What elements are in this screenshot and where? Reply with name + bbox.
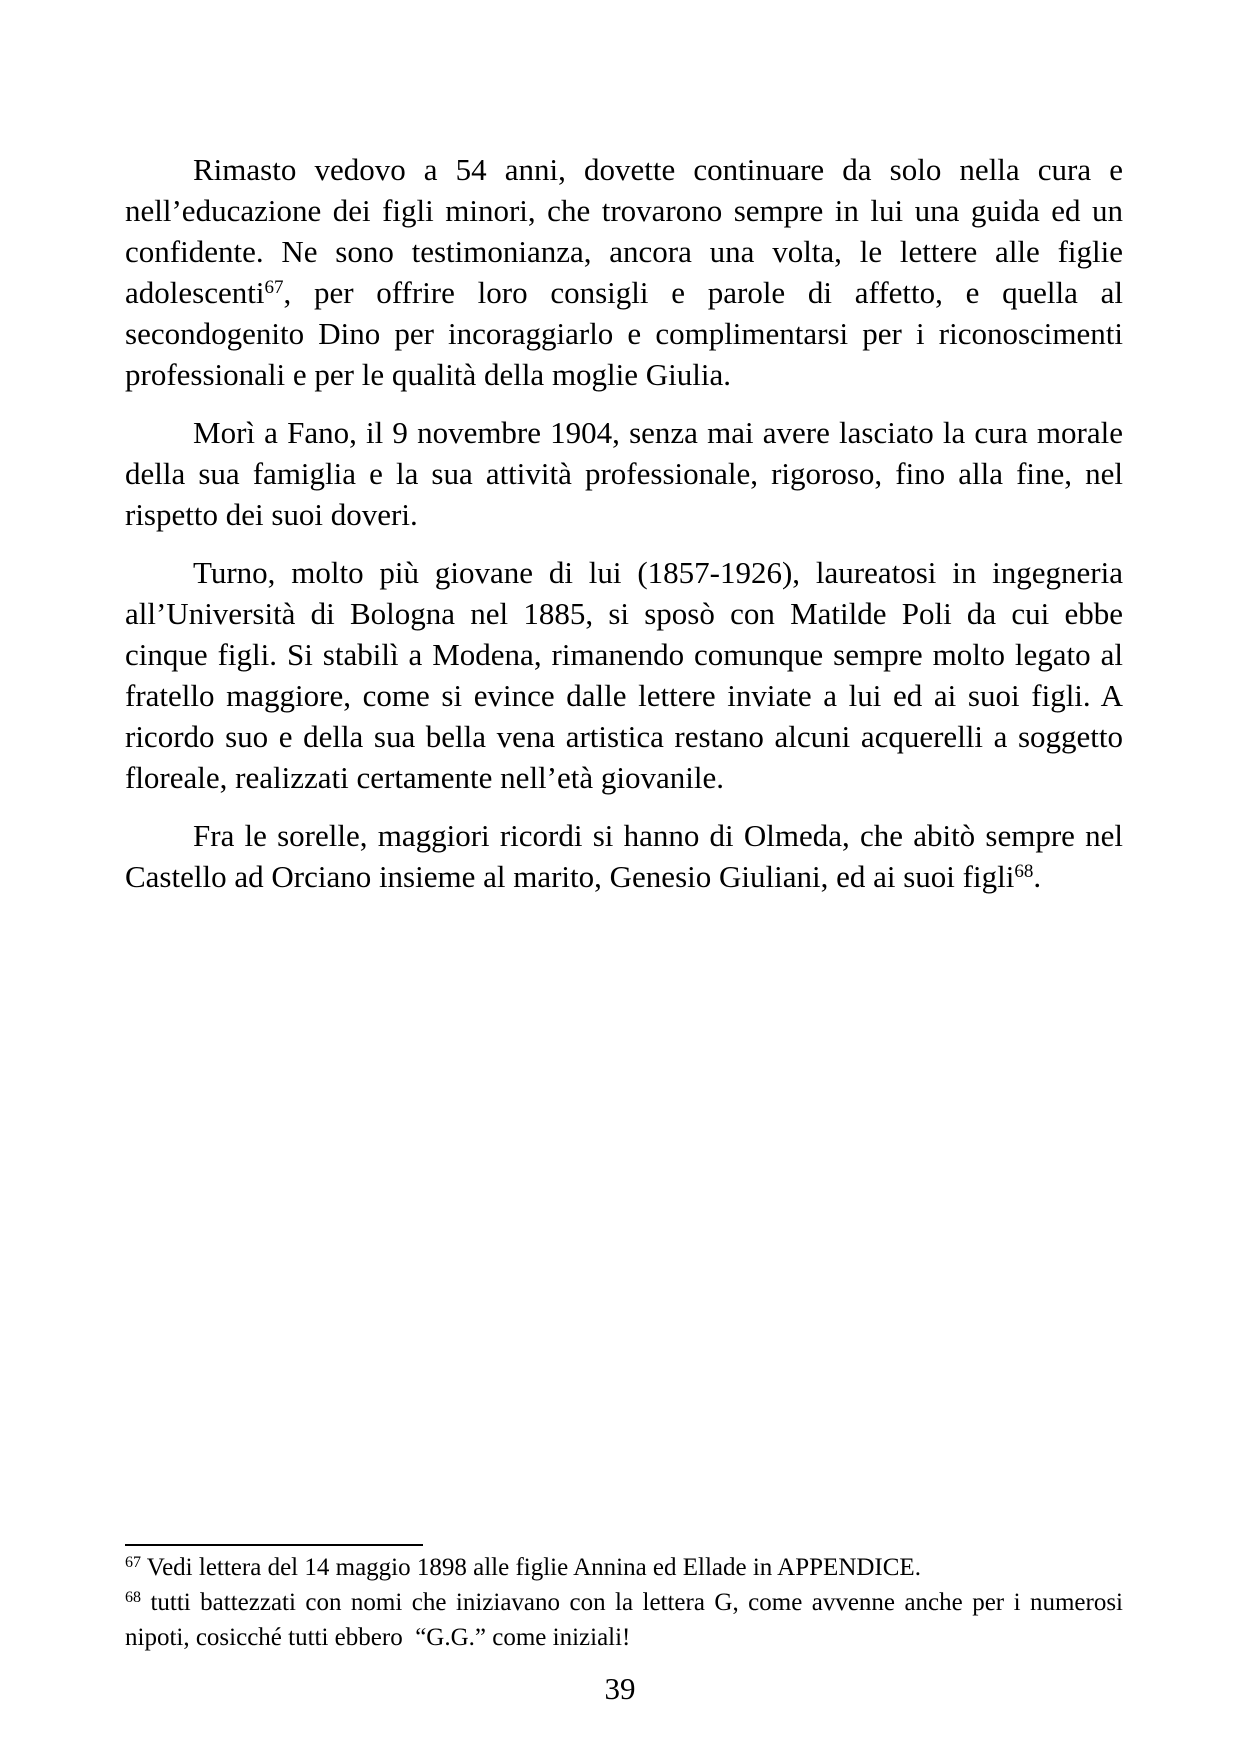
footnote-separator [125,1544,423,1546]
body-paragraphs [125,149,1123,914]
footnote-reference: 68 [1014,860,1034,882]
footnote-reference: 67 [264,276,284,298]
page-number: 39 [604,1671,636,1706]
paragraph: Rimasto vedovo a 54 anni, dovette continuare da solo nella cura e nell’educazione dei figli minori, che trovarono sempre in lui una guida ed un confidente. Ne sono testimonianza, ancora una volta, le lettere alle figlie adolescenti$^{67}$, per offrire loro consigli e parole di affetto, e quella al secondogenito Dino per incoraggiarlo e complimentarsi per i riconoscimenti professionali e per le qualità della moglie Giulia. [125,152,1123,392]
footnote-marker: 67 [125,1554,141,1571]
paragraph: Turno, molto più giovane di lui (1857-1926), laureatosi in ingegneria all’Università di Bologna nel 1885, si sposò con Matilde Poli da cui ebbe cinque figli. Si stabilì a Modena, rimanendo comunque sempre molto legato al fratello maggiore, come si evince dalle lettere inviate a lui ed ai suoi figli. A ricordo suo e della sua bella vena artistica restano alcuni acquerelli a soggetto floreale, realizzati certamente nell’età giovanile. [125,555,1123,795]
footnote-marker: 68 [125,1589,141,1606]
paragraph: Morì a Fano, il 9 novembre 1904, senza mai avere lasciato la cura morale della sua famiglia e la sua attività professionale, rigoroso, fino alla fine, nel rispetto dei suoi doveri. [125,415,1123,532]
footnote: $^{67}$ Vedi lettera del 14 maggio 1898 alle figlie Annina ed Ellade in APPENDICE. [125,1554,921,1581]
footnote: $^{68}$ tutti battezzati con nomi che iniziavano con la lettera G, come avvenne anche per i numerosi nipoti, cosicché tutti ebbero “G.G.” come iniziali! [125,1589,1123,1651]
footnote-list [125,1550,1123,1655]
footnote-area [125,1544,1123,1655]
paragraph: Fra le sorelle, maggiori ricordi si hanno di Olmeda, che abitò sempre nel Castello ad Orciano insieme al marito, Genesio Giuliani, ed ai suoi figli$^{68}$. [125,818,1123,894]
